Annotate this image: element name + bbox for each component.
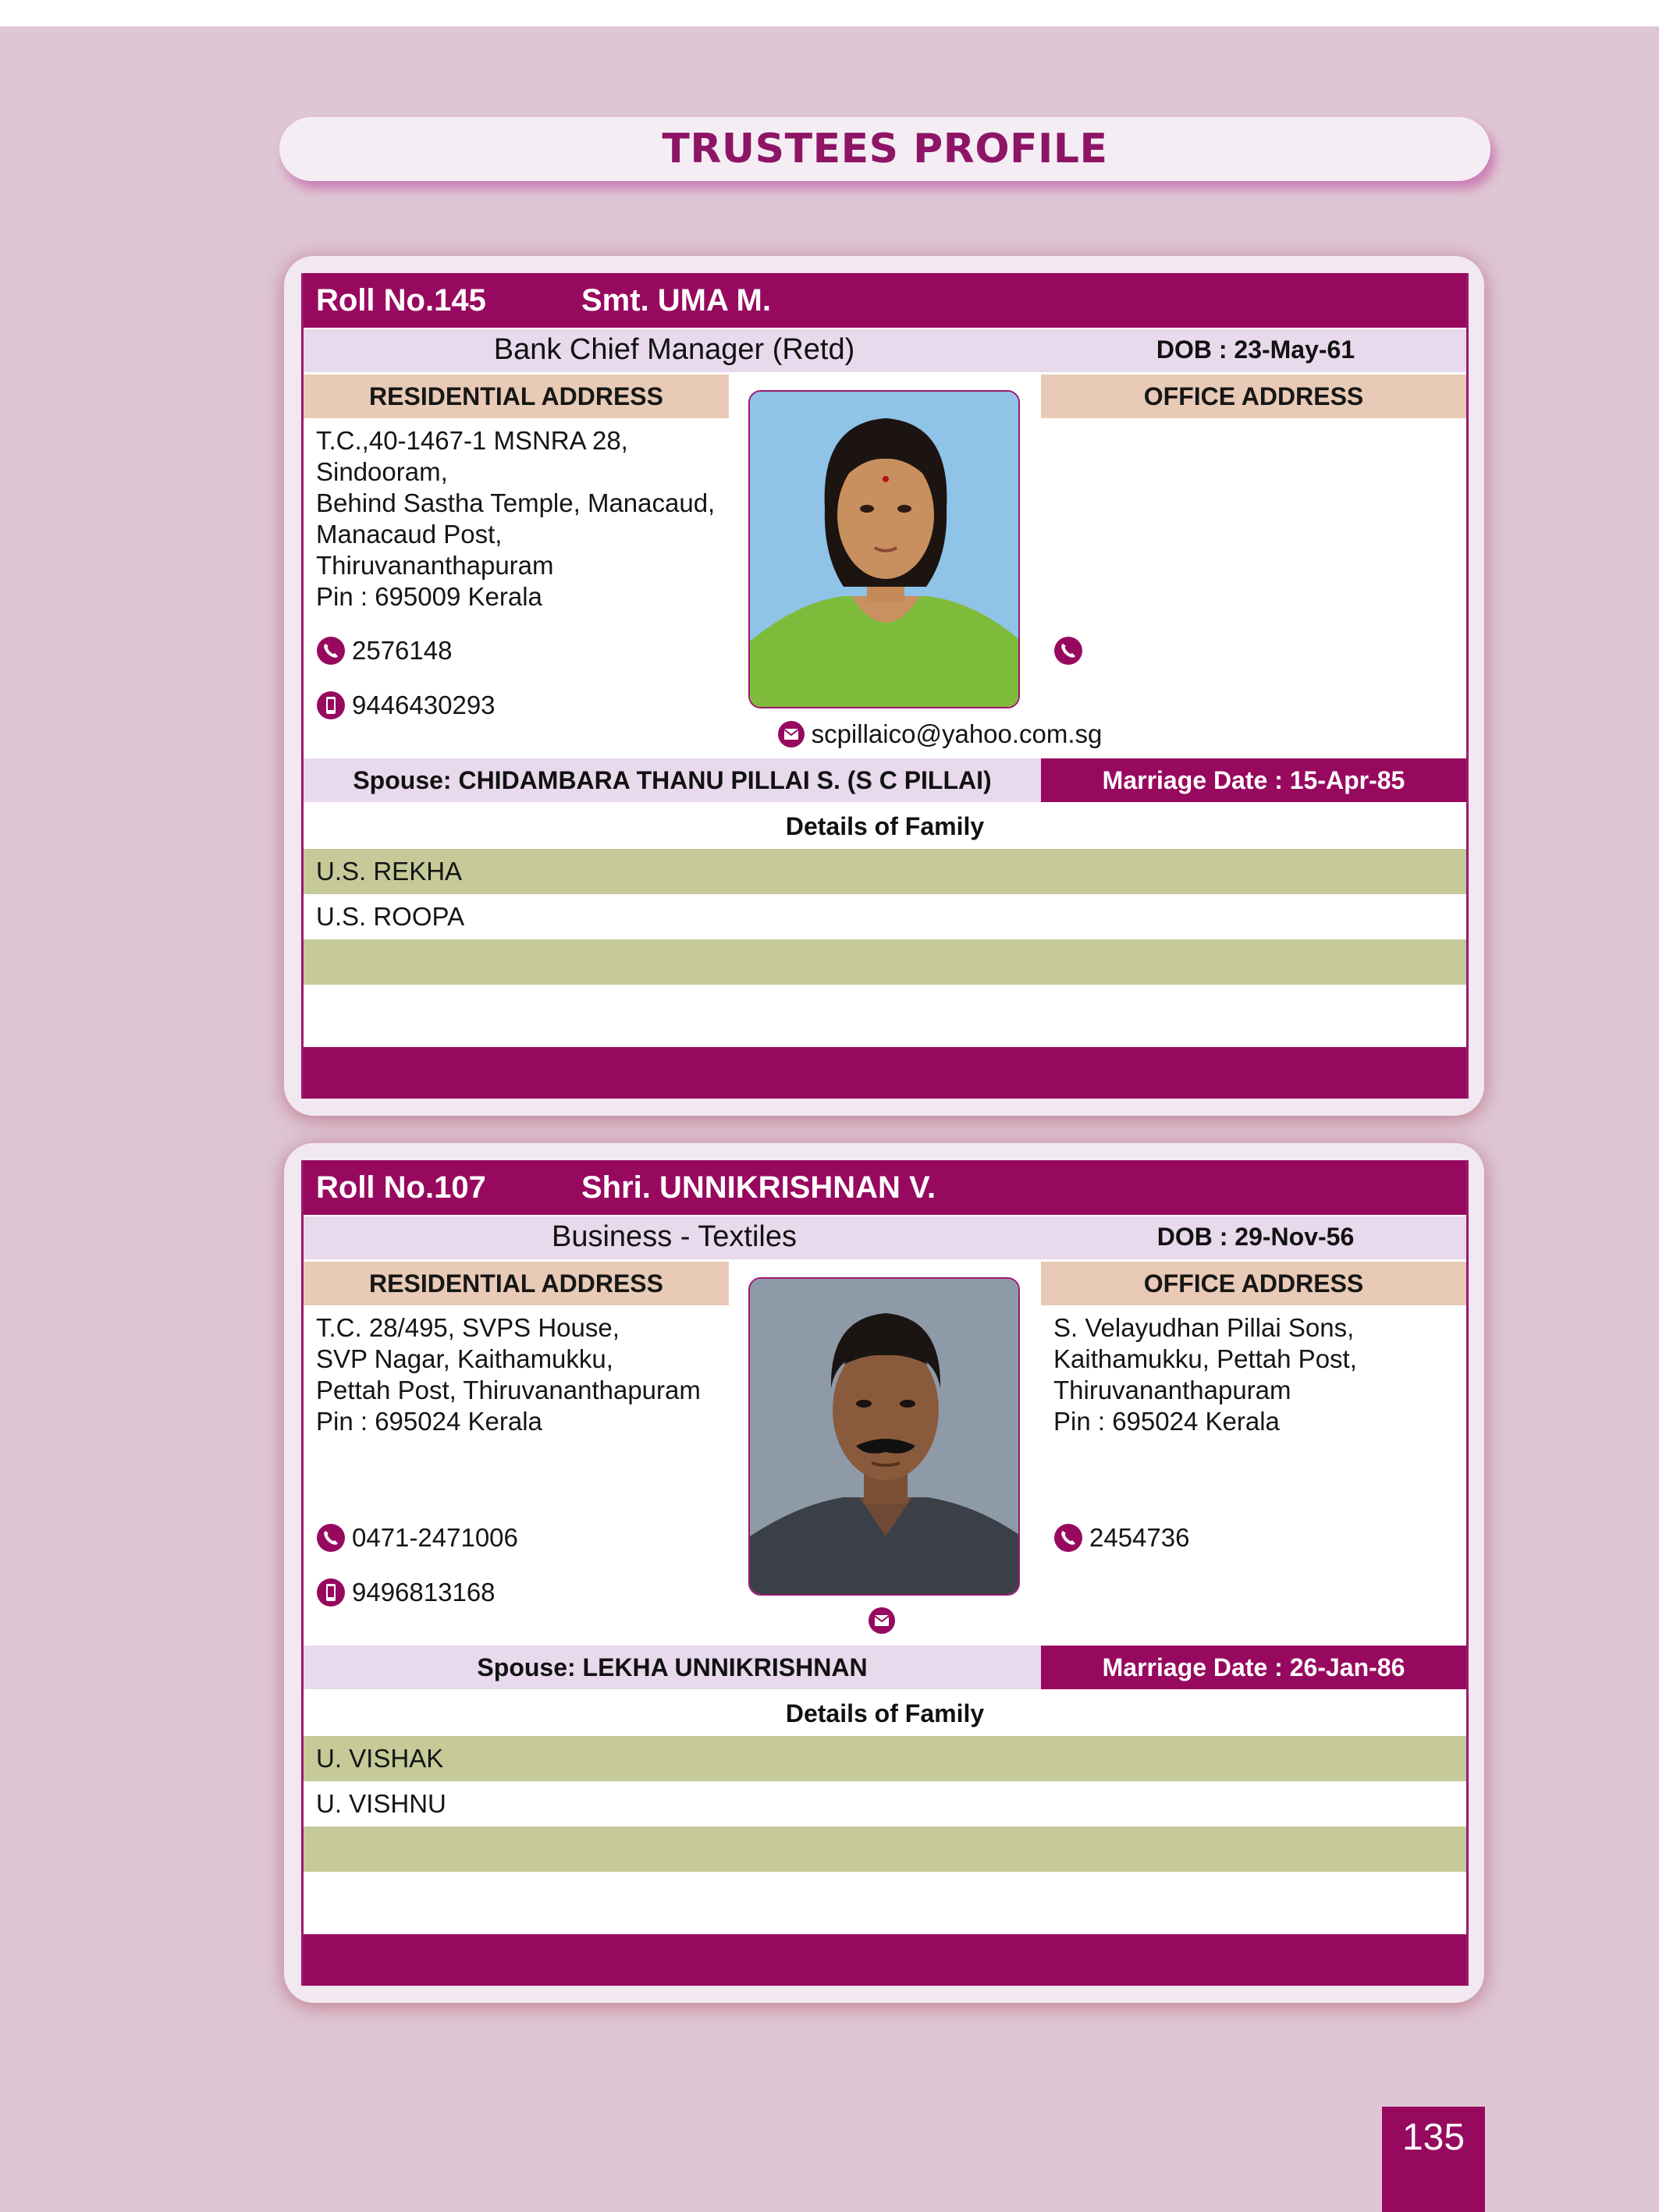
phone-icon <box>316 1523 346 1553</box>
trustee-card-2-body <box>301 1160 1469 1986</box>
email-row <box>304 1607 1466 1641</box>
family-member: U. VISHAK <box>304 1736 1466 1781</box>
spouse-row <box>304 1646 1466 1689</box>
card-footer-bar <box>304 1047 1466 1099</box>
occupation-row <box>304 1216 1466 1259</box>
page-title-banner <box>279 117 1490 181</box>
residential-phone <box>316 636 452 666</box>
occupation: Business - Textiles <box>552 1220 797 1253</box>
page-number: 135 <box>1382 2107 1485 2212</box>
mobile-icon <box>316 1578 346 1607</box>
marriage-date: Marriage Date : 15-Apr-85 <box>1041 758 1466 802</box>
address-line: Thiruvananthapuram <box>316 551 554 580</box>
family-member <box>304 939 1466 985</box>
email-row <box>304 719 1466 754</box>
family-member <box>304 1827 1466 1872</box>
trustee-name: Smt. UMA M. <box>581 283 771 318</box>
card-header <box>304 273 1466 328</box>
address-line: Pin : 695024 Kerala <box>1053 1407 1280 1436</box>
residential-phone-number: 0471-2471006 <box>352 1523 518 1552</box>
address-line: T.C. 28/495, SVPS House, <box>316 1313 620 1342</box>
roll-number: Roll No.145 <box>316 283 486 318</box>
residential-phone-number: 2576148 <box>352 636 453 665</box>
trustee-photo <box>748 1277 1020 1596</box>
trustee-photo <box>748 390 1020 708</box>
address-line: Kaithamukku, Pettah Post, <box>1053 1344 1357 1373</box>
address-line: Behind Sastha Temple, Manacaud, <box>316 488 716 517</box>
address-line: Pin : 695024 Kerala <box>316 1407 542 1436</box>
spouse-name: Spouse: CHIDAMBARA THANU PILLAI S. (S C PILLAI) <box>304 758 1041 802</box>
family-details-title: Details of Family <box>304 1691 1466 1736</box>
roll-number: Roll No.107 <box>316 1170 486 1205</box>
occupation-row <box>304 329 1466 372</box>
address-line: S. Velayudhan Pillai Sons, <box>1053 1313 1355 1342</box>
residential-mobile <box>316 1578 496 1607</box>
office-phone <box>1053 1523 1189 1553</box>
family-member: U. VISHNU <box>304 1781 1466 1827</box>
phone-icon <box>1053 636 1083 666</box>
residential-address-header: RESIDENTIAL ADDRESS <box>304 1262 729 1305</box>
card-footer-bar <box>304 1934 1466 1986</box>
address-line: Sindooram, <box>316 457 448 486</box>
trustee-card-1-body <box>301 273 1469 1099</box>
trustee-card-2 <box>284 1143 1484 2003</box>
trustee-name: Shri. UNNIKRISHNAN V. <box>581 1170 936 1205</box>
residential-address-header: RESIDENTIAL ADDRESS <box>304 375 729 418</box>
occupation: Bank Chief Manager (Retd) <box>493 333 855 366</box>
address-line: SVP Nagar, Kaithamukku, <box>316 1344 613 1373</box>
residential-mobile-number: 9496813168 <box>352 1578 496 1607</box>
family-details-title: Details of Family <box>304 804 1466 849</box>
card-header <box>304 1160 1466 1215</box>
residential-mobile-number: 9446430293 <box>352 691 496 719</box>
date-of-birth: DOB : 29-Nov-56 <box>1156 1223 1355 1251</box>
family-member <box>304 985 1466 1030</box>
marriage-date: Marriage Date : 26-Jan-86 <box>1041 1646 1466 1689</box>
office-phone-number: 2454736 <box>1089 1523 1190 1552</box>
residential-address <box>316 425 730 612</box>
portrait-man-image <box>750 1279 1020 1596</box>
email-address[interactable]: scpillaico@yahoo.com.sg <box>811 719 1103 748</box>
spouse-name: Spouse: LEKHA UNNIKRISHNAN <box>304 1646 1041 1689</box>
spouse-row <box>304 758 1466 802</box>
portrait-woman-image <box>750 392 1020 708</box>
phone-icon <box>316 636 346 666</box>
address-line: Thiruvananthapuram <box>1053 1376 1291 1404</box>
mobile-icon <box>316 691 346 720</box>
family-member <box>304 1872 1466 1917</box>
page-title: TRUSTEES PROFILE <box>662 126 1108 172</box>
date-of-birth: DOB : 23-May-61 <box>1156 336 1355 364</box>
email-icon <box>868 1607 896 1635</box>
top-white-strip <box>0 0 1659 27</box>
office-address <box>1053 1312 1467 1437</box>
residential-address <box>316 1312 730 1437</box>
phone-icon <box>1053 1523 1083 1553</box>
family-member: U.S. ROOPA <box>304 894 1466 939</box>
email-icon <box>777 720 805 748</box>
residential-phone <box>316 1523 518 1553</box>
address-line: Pin : 695009 Kerala <box>316 582 542 611</box>
office-address-header: OFFICE ADDRESS <box>1041 375 1466 418</box>
office-address-header: OFFICE ADDRESS <box>1041 1262 1466 1305</box>
address-line: Pettah Post, Thiruvananthapuram <box>316 1376 701 1404</box>
trustee-card-1 <box>284 256 1484 1116</box>
office-phone <box>1053 636 1089 666</box>
family-member: U.S. REKHA <box>304 849 1466 894</box>
address-line: Manacaud Post, <box>316 520 503 549</box>
address-line: T.C.,40-1467-1 MSNRA 28, <box>316 426 628 455</box>
residential-mobile <box>316 691 496 720</box>
